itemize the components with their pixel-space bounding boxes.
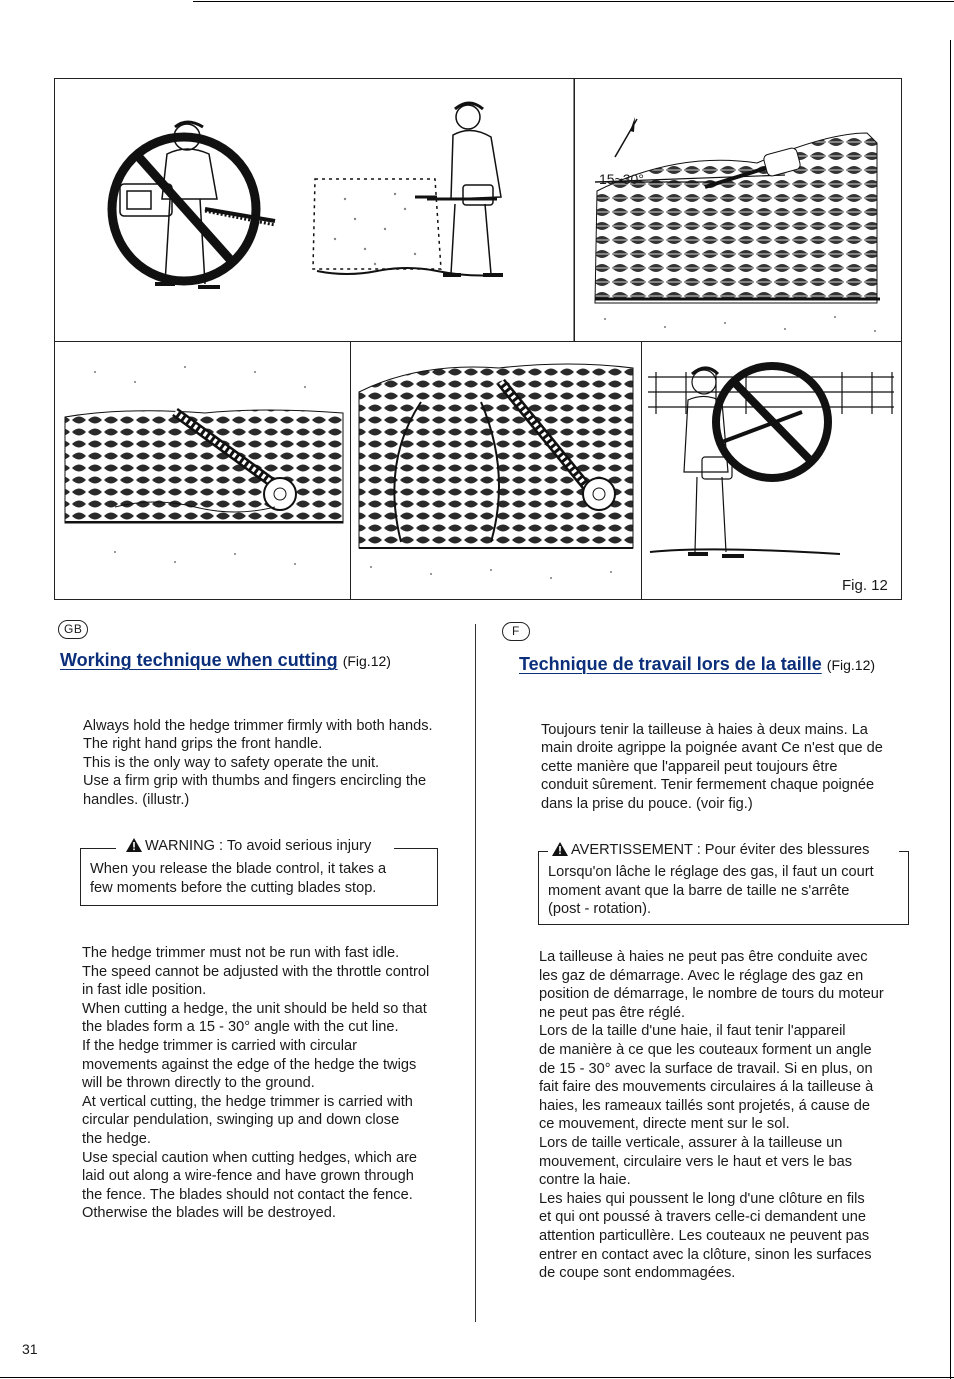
text-line: La tailleuse à haies ne peut pas être conduite avec	[539, 949, 868, 965]
text-line: If the hedge trimmer is carried with circular	[82, 1037, 357, 1054]
text-line: the fence. The blades should not contact the fence.	[82, 1186, 413, 1203]
text-line: fait faire des mouvements circulaires á la tailleuse à	[539, 1079, 874, 1096]
warning-head-en-text: WARNING : To avoid serious injury	[145, 838, 372, 854]
panel-angle-cut	[574, 78, 902, 342]
text-line: Use special caution when cutting hedges, which are	[82, 1149, 418, 1166]
lang-badge-gb: GB	[58, 620, 88, 639]
text-line: conduit sûrement. Tenir fermement chaque poignée	[541, 777, 875, 794]
warning-head-fr	[549, 842, 872, 860]
text-line: dans la prise du pouce. (voir fig.)	[541, 795, 753, 812]
text-line: cette manière que l'appareil peut toujours être	[541, 758, 838, 775]
body-en	[82, 944, 472, 1223]
text-line: This is the only way to safety operate the unit.	[83, 754, 380, 771]
text-line: When you release the blade control, it takes a	[90, 861, 387, 877]
text-line: the hedge.	[82, 1130, 151, 1147]
text-line: Toujours tenir la tailleuse à haies à deux mains. La	[541, 722, 868, 738]
warning-triangle-icon	[552, 842, 568, 860]
text-line: handles. (illustr.)	[83, 791, 190, 808]
text-line: (post - rotation).	[548, 901, 652, 918]
top-rule	[193, 1, 954, 2]
bottom-rule	[0, 1377, 954, 1378]
text-line: the blades form a 15 - 30° angle with the cut line.	[82, 1019, 399, 1036]
text-line: et qui ont poussé à travers celle-ci demandent une	[539, 1209, 866, 1226]
page-number: 31	[22, 1341, 38, 1357]
text-line: in fast idle position.	[82, 982, 207, 999]
intro-fr	[541, 721, 931, 813]
section-title-fr	[519, 654, 875, 675]
text-line: Lors de taille verticale, assurer à la tailleuse un	[539, 1134, 843, 1151]
text-line: ce mouvement, directe ment sur le sol.	[539, 1116, 790, 1133]
panel-no-one-hand	[54, 78, 575, 342]
body-fr	[539, 948, 934, 1283]
text-line: haies, les rameaux taillés sont projetés, á cause de	[539, 1097, 870, 1114]
text-line: les gaz de démarrage. Avec le réglage des gaz en	[539, 967, 864, 984]
text-line: movements against the edge of the hedge the twigs	[82, 1056, 417, 1073]
text-line: Otherwise the blades will be destroyed.	[82, 1205, 336, 1222]
text-line: few moments before the cutting blades stop.	[90, 879, 377, 896]
section-title-en-text: Working technique when cutting	[60, 650, 338, 670]
text-line: The hedge trimmer must not be run with fast idle.	[82, 945, 400, 961]
text-line: moment avant que la barre de taille ne s'arrête	[548, 882, 850, 899]
text-line: will be thrown directly to the ground.	[82, 1075, 315, 1092]
warning-triangle-icon	[126, 838, 142, 856]
warning-head-fr-text: AVERTISSEMENT : Pour éviter des blessures	[571, 842, 870, 858]
text-line: entrer en contact avec la clôture, sinon les surfaces	[539, 1246, 872, 1263]
text-line: laid out along a wire-fence and have grown through	[82, 1168, 414, 1185]
text-line: Always hold the hedge trimmer firmly with both hands.	[83, 718, 433, 734]
figure-label: Fig. 12	[842, 577, 888, 594]
text-line: Use a firm grip with thumbs and fingers encircling the	[83, 773, 427, 790]
column-divider	[475, 624, 476, 1322]
text-line: contre la haie.	[539, 1172, 631, 1189]
section-title-en	[60, 650, 391, 671]
panel-no-fence-contact	[641, 341, 902, 600]
warning-body-fr	[548, 863, 906, 919]
text-line: When cutting a hedge, the unit should be held so that	[82, 1000, 427, 1017]
right-edge-rule	[950, 40, 951, 1379]
text-line: At vertical cutting, the hedge trimmer is carried with	[82, 1093, 413, 1110]
text-line: attention particullère. Les couteaux ne peuvent pas	[539, 1227, 870, 1244]
text-line: de manière à ce que les couteaux forment un angle	[539, 1041, 872, 1058]
section-title-fr-ref: (Fig.12)	[826, 657, 876, 673]
text-line: ne peut pas être réglé.	[539, 1004, 686, 1021]
figure-12	[54, 78, 902, 600]
text-line: main droite agrippe la poignée avant Ce n'est que de	[541, 740, 883, 757]
text-line: de 15 - 30° avec la surface de travail. Si en plus, on	[539, 1060, 873, 1077]
text-line: Lors de la taille d'une haie, il faut tenir l'appareil	[539, 1023, 846, 1040]
text-line: circular pendulation, swinging up and down close	[82, 1112, 400, 1129]
warning-body-en	[90, 860, 430, 897]
lang-badge-f: F	[502, 622, 530, 641]
text-line: Lorsqu'on lâche le réglage des gas, il faut un court	[548, 864, 874, 880]
section-title-fr-text: Technique de travail lors de la taille	[519, 654, 822, 674]
section-title-en-ref: (Fig.12)	[342, 653, 391, 669]
text-line: The speed cannot be adjusted with the throttle control	[82, 963, 430, 980]
intro-en	[83, 717, 473, 809]
text-line: mouvement, circulaire vers le haut et vers le bas	[539, 1153, 853, 1170]
panel-hedge-sweep	[54, 341, 351, 600]
text-line: Les haies qui poussent le long d'une clôture en fils	[539, 1190, 865, 1207]
angle-label: 15~30°	[599, 171, 644, 187]
panel-vertical-cut	[350, 341, 642, 600]
text-line: de coupe sont endommagées.	[539, 1265, 736, 1282]
text-line: The right hand grips the front handle.	[83, 736, 323, 753]
warning-head-en	[123, 838, 374, 856]
text-line: position de démarrage, le nombre de tours du moteur	[539, 986, 884, 1003]
